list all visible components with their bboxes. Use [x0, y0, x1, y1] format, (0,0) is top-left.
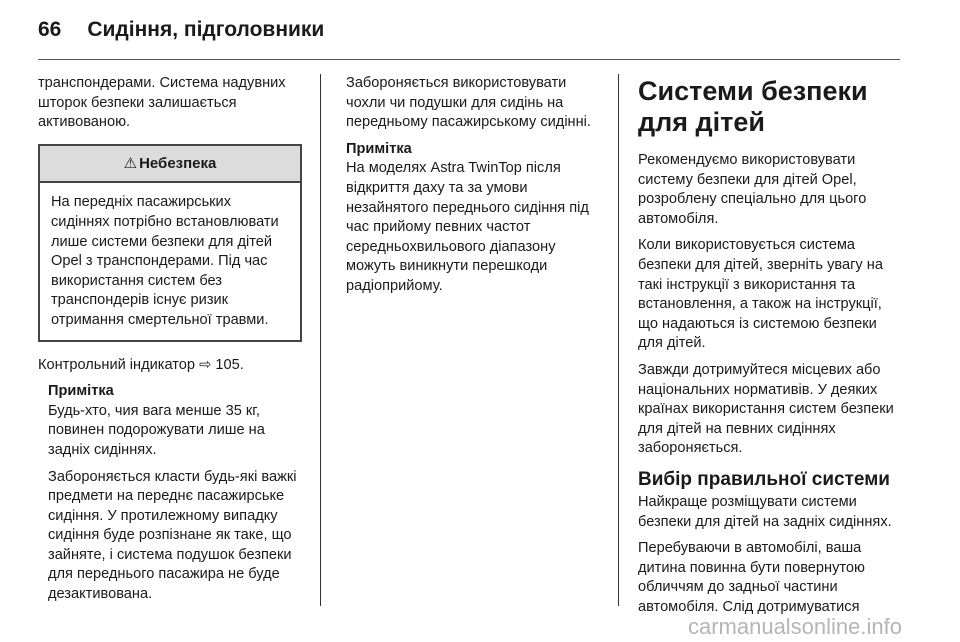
warning-box — [38, 144, 302, 342]
control-indicator-text: Контрольний індикатор — [38, 356, 196, 373]
control-indicator-page: 105. — [215, 356, 244, 373]
page-number: 66 — [38, 18, 62, 41]
column-right — [638, 74, 904, 624]
paragraph: Коли використовується система безпеки для дітей, зверніть увагу на такі інструкції з використання та встановлення, а також на інструкції, що надаються із системою безпеки для дітей. — [638, 237, 883, 352]
paragraph: Перебуваючи в автомобілі, ваша дитина повинна бути повернутою обличчям до задньої частини автомобіля. Слід дотримуватися — [638, 540, 865, 615]
warning-title: Небезпека — [139, 154, 217, 172]
paragraph: Завжди дотримуйтеся місцевих або національних нормативів. У деяких країнах використання систем безпеки для дітей на певних сидіннях забороняється. — [638, 361, 894, 457]
header-rule — [38, 59, 900, 60]
note-title: Примітка — [346, 140, 412, 157]
warning-triangle-icon: ⚠ — [123, 154, 138, 172]
watermark: carmanualsonline.info — [687, 614, 902, 639]
column-divider — [618, 74, 619, 606]
warning-header — [40, 146, 300, 184]
note-block — [38, 382, 302, 605]
page-header — [38, 18, 324, 42]
paragraph: Забороняється використовувати чохли чи подушки для сидінь на передньому пасажирському сидінні. — [346, 75, 591, 131]
page-title: Сидіння, підголовники — [87, 18, 325, 41]
column-middle — [346, 74, 596, 304]
note-paragraph: Забороняється класти будь-які важкі предмети на переднє пасажирське сидіння. У протилежному випадку сидіння буде розпізнане як таке, що зайняте, і система подушок безпеки для переднього пасажира не буде дезактивована. — [48, 468, 297, 603]
arrow-reference-icon: ⇨ — [199, 356, 212, 373]
subsection-heading: Вибір правильної системи — [638, 468, 890, 490]
column-divider — [320, 74, 321, 606]
note-paragraph: Будь-хто, чия вага менше 35 кг, повинен подорожувати лише на задніх сидіннях. — [48, 402, 265, 458]
intro-paragraph: транспондерами. Система надувних шторок безпеки залишається активованою. — [38, 75, 286, 131]
control-indicator-line — [38, 356, 302, 376]
note-paragraph: На моделях Astra TwinTop після відкриття даху та за умови незайнятого переднього сидіння під час прийому певних частот середньохвильового діапазону можуть виникнути перешкоди радіоприйому. — [346, 160, 589, 294]
section-heading: Системи безпеки для дітей — [638, 76, 868, 137]
column-left — [38, 74, 302, 612]
note-title: Примітка — [48, 383, 114, 400]
paragraph: Найкраще розміщувати системи безпеки для дітей на задніх сидіннях. — [638, 493, 892, 530]
paragraph: Рекомендуємо використовувати систему безпеки для дітей Opel, розроблену спеціально для цього автомобіля. — [638, 152, 867, 227]
warning-text: На передніх пасажирських сидіннях потрібно встановлювати лише системи безпеки для дітей Opel з транспондерами. Під час використання систем без транспондерів існує ризик отримання смертельної травми. — [51, 194, 279, 328]
